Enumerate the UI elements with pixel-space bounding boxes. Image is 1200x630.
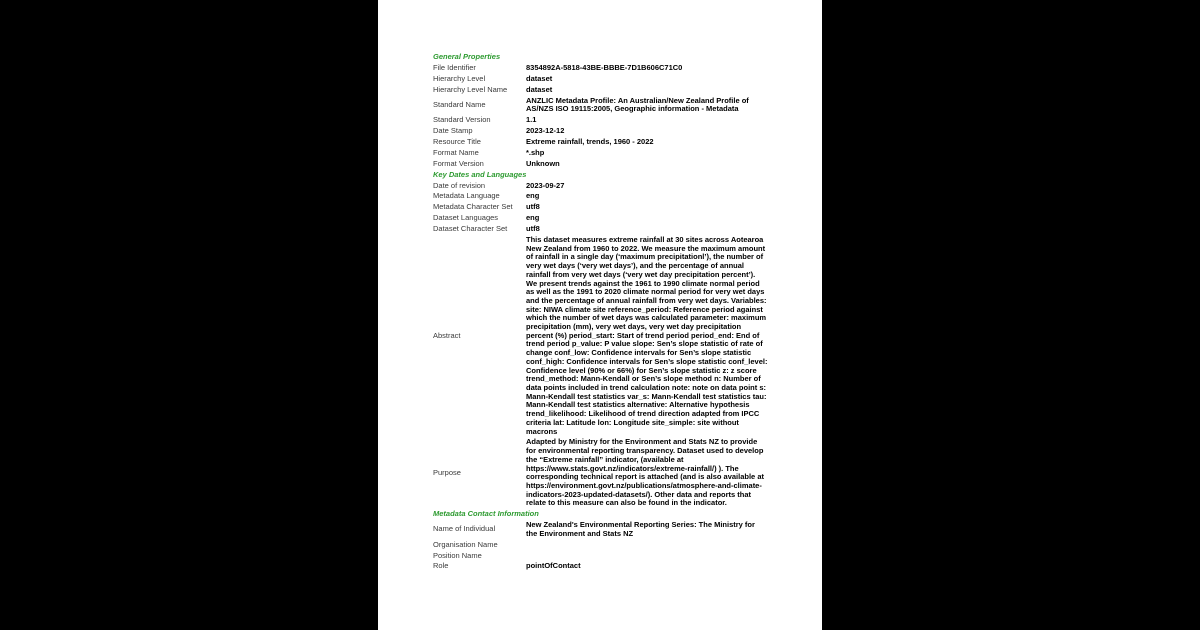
field-value: New Zealand's Environmental Reporting Series: The Ministry for the Environment and Stats NZ <box>526 520 755 538</box>
field-label: Date of revision <box>433 180 486 190</box>
field-value: dataset <box>526 73 553 83</box>
metadata-row <box>433 137 822 148</box>
field-label: Metadata Language <box>433 191 500 201</box>
metadata-row <box>433 551 822 562</box>
field-value: eng <box>526 213 540 223</box>
metadata-row <box>433 202 822 213</box>
field-label: Hierarchy Level <box>433 73 486 83</box>
metadata-row <box>433 181 822 192</box>
metadata-row <box>433 148 822 159</box>
field-value: *.shp <box>526 147 545 157</box>
field-value: utf8 <box>526 224 540 234</box>
metadata-row <box>433 235 822 437</box>
metadata-row <box>433 437 822 509</box>
field-value: ANZLIC Metadata Profile: An Australian/New Zealand Profile of AS/NZS ISO 19115:2005, Geographic information - Metadata <box>526 95 749 114</box>
metadata-row <box>433 520 822 540</box>
document-page <box>378 0 822 630</box>
field-value: This dataset measures extreme rainfall at 30 sites across Aotearoa New Zealand from 1960 to 2022. We measure the maximum amount of rainfall in a single day (‘maximum precipitationl’), the number of very wet days (‘very wet days’), and the percentage of annual rainfall from very wet days (‘very wet day precipitation percent’). We present trends against the 1961 to 1990 climate normal period as well as the 1991 to 2020 climate normal period for very wet days and the percentage of annual rainfall from very wet days. Variables: site: NIWA climate site reference_period: Reference period against which the number of wet days was calculated parameter: maximum precipitation (mm), very wet days, very wet day precipitation percent (%) period_start: Start of trend period period_end: End of trend period p_value: P value slope: Sen’s slope statistic of rate of change conf_low: Confidence intervals for Sen’s slope statistic conf_high: Confidence intervals for Sen’s slope statistic conf_level: Confidence level (90% or 66%) for Sen’s slope statistic z: z score trend_method: Mann-Kendall or Sen’s slope method n: Number of data points included in trend calculation note: note on data point s: Mann-Kendall test statistics var_s: Mann-Kendall test statistics tau: Mann-Kendall test statistics alternative: Alternative hypothesis trend_likelihood: Likelihood of trend direction adapted from IPCC criteria lat: Latitude lon: Longitude site_simple: site without macrons <box>526 235 768 436</box>
metadata-section <box>433 170 822 510</box>
field-value: 2023-09-27 <box>526 180 565 190</box>
field-value: 2023-12-12 <box>526 126 565 136</box>
metadata-row <box>433 85 822 96</box>
field-value: 1.1 <box>526 115 537 125</box>
field-label: Date Stamp <box>433 126 473 136</box>
field-label: Name of Individual <box>433 524 496 534</box>
field-label: Format Name <box>433 147 479 157</box>
field-label: Purpose <box>433 467 461 477</box>
metadata-row <box>433 96 822 116</box>
field-value <box>526 551 768 562</box>
field-label: Standard Version <box>433 115 491 125</box>
field-label: Dataset Languages <box>433 213 499 223</box>
field-label: Organisation Name <box>433 539 498 549</box>
metadata-section <box>433 509 822 572</box>
field-value: 8354892A-5818-43BE-BBBE-7D1B606C71C0 <box>526 62 683 72</box>
field-label: Metadata Character Set <box>433 202 513 212</box>
metadata-row <box>433 224 822 235</box>
field-value <box>526 540 768 551</box>
field-value: eng <box>526 191 540 201</box>
metadata-row <box>433 159 822 170</box>
metadata-row <box>433 126 822 137</box>
field-label: Role <box>433 561 449 571</box>
metadata-row <box>433 115 822 126</box>
metadata-row <box>433 561 822 572</box>
field-label: Position Name <box>433 550 482 560</box>
field-value: utf8 <box>526 202 540 212</box>
metadata-row <box>433 540 822 551</box>
metadata-row <box>433 191 822 202</box>
document-content <box>378 0 822 572</box>
field-value: Extreme rainfall, trends, 1960 - 2022 <box>526 137 654 147</box>
field-label: Dataset Character Set <box>433 224 508 234</box>
field-label: Abstract <box>433 330 461 340</box>
field-value: Adapted by Ministry for the Environment and Stats NZ to provide for environmental reporting transparency. Dataset used to develop the “Extreme rainfall” indicator, (available at https://www.stats.govt.nz/indicators/extreme-rainfall/) ). The corresponding technical report is attached (and is also available at https://environment.govt.nz/publications/atmosphere-and-climate-indicators-2023-updated-datasets/). Other data and reports that relate to this measure can also be found in the indicator. <box>526 437 764 508</box>
field-value: dataset <box>526 84 553 94</box>
field-label: Standard Name <box>433 100 486 109</box>
field-label: Hierarchy Level Name <box>433 84 508 94</box>
metadata-row <box>433 213 822 224</box>
section-heading: Metadata Contact Information <box>433 509 539 519</box>
field-value: pointOfContact <box>526 561 581 571</box>
metadata-row <box>433 74 822 85</box>
section-heading: Key Dates and Languages <box>433 169 527 179</box>
field-label: Format Version <box>433 158 484 168</box>
field-value: Unknown <box>526 158 560 168</box>
metadata-section <box>433 52 822 170</box>
field-label: File Identifier <box>433 62 476 72</box>
field-label: Resource Title <box>433 137 481 147</box>
metadata-row <box>433 63 822 74</box>
section-heading: General Properties <box>433 52 501 62</box>
